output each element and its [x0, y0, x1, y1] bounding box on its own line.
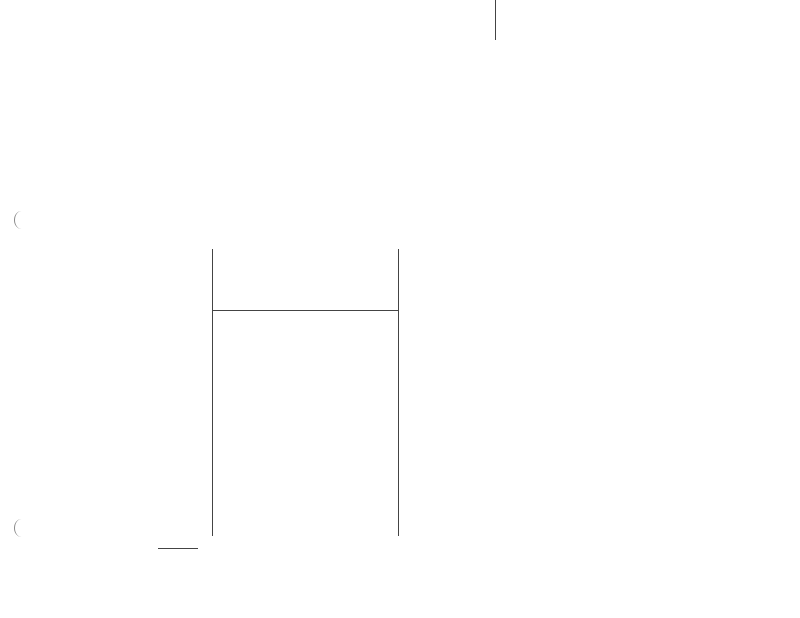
binder-hole-mark: [14, 519, 29, 537]
table-header: [213, 249, 398, 311]
footer-rule: [158, 548, 198, 549]
detailed-discharge-table: [212, 249, 399, 536]
table-edge: [495, 0, 496, 40]
binder-hole-mark: [14, 211, 29, 229]
